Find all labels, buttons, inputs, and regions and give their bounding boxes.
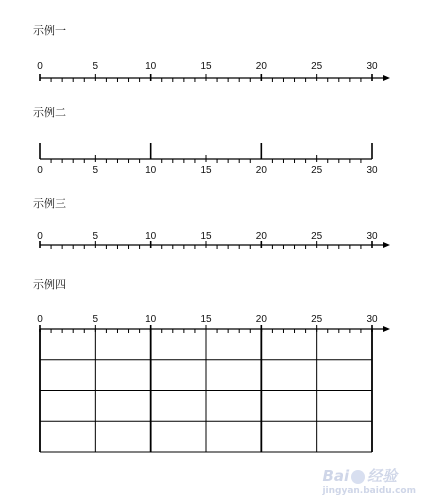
example-4-title: 示例四 (33, 278, 66, 291)
tick-label-4-30: 30 (366, 314, 378, 325)
watermark-url: jingyan.baidu.com (322, 486, 416, 496)
axis-arrow-1 (383, 75, 390, 81)
tick-label-1-20: 20 (255, 61, 267, 72)
tick-label-3-25: 25 (311, 231, 323, 242)
tick-label-1-30: 30 (366, 61, 378, 72)
tick-label-3-30: 30 (366, 231, 378, 242)
example-1-title: 示例一 (33, 24, 66, 37)
tick-label-1-10: 10 (145, 61, 157, 72)
tick-label-3-10: 10 (145, 231, 157, 242)
paw-icon (351, 470, 365, 484)
axis-arrow-4 (383, 326, 390, 332)
tick-label-2-15: 15 (200, 165, 212, 176)
watermark-text: Bai (322, 467, 350, 485)
tick-label-3-0: 0 (37, 231, 43, 242)
tick-label-4-5: 5 (92, 314, 99, 325)
tick-label-4-20: 20 (255, 314, 267, 325)
tick-label-4-15: 15 (200, 314, 212, 325)
tick-label-4-25: 25 (311, 314, 323, 325)
tick-label-4-10: 10 (145, 314, 157, 325)
tick-label-1-0: 0 (37, 61, 43, 72)
tick-label-2-5: 5 (92, 165, 99, 176)
tick-label-2-30: 30 (366, 165, 378, 176)
tick-label-1-25: 25 (311, 61, 323, 72)
tick-label-4-0: 0 (37, 314, 43, 325)
tick-label-2-20: 20 (255, 165, 267, 176)
watermark-suffix: 经验 (367, 467, 398, 485)
example-2-title: 示例二 (33, 106, 66, 119)
tick-label-2-25: 25 (311, 165, 323, 176)
tick-label-2-0: 0 (37, 165, 43, 176)
example-3-title: 示例三 (33, 197, 66, 210)
axis-arrow-3 (383, 242, 390, 248)
tick-label-3-20: 20 (255, 231, 267, 242)
tick-label-2-10: 10 (145, 165, 157, 176)
tick-label-1-5: 5 (92, 61, 99, 72)
baidu-watermark (322, 465, 416, 496)
tick-label-3-5: 5 (92, 231, 99, 242)
tick-label-1-15: 15 (200, 61, 212, 72)
tick-label-3-15: 15 (200, 231, 212, 242)
